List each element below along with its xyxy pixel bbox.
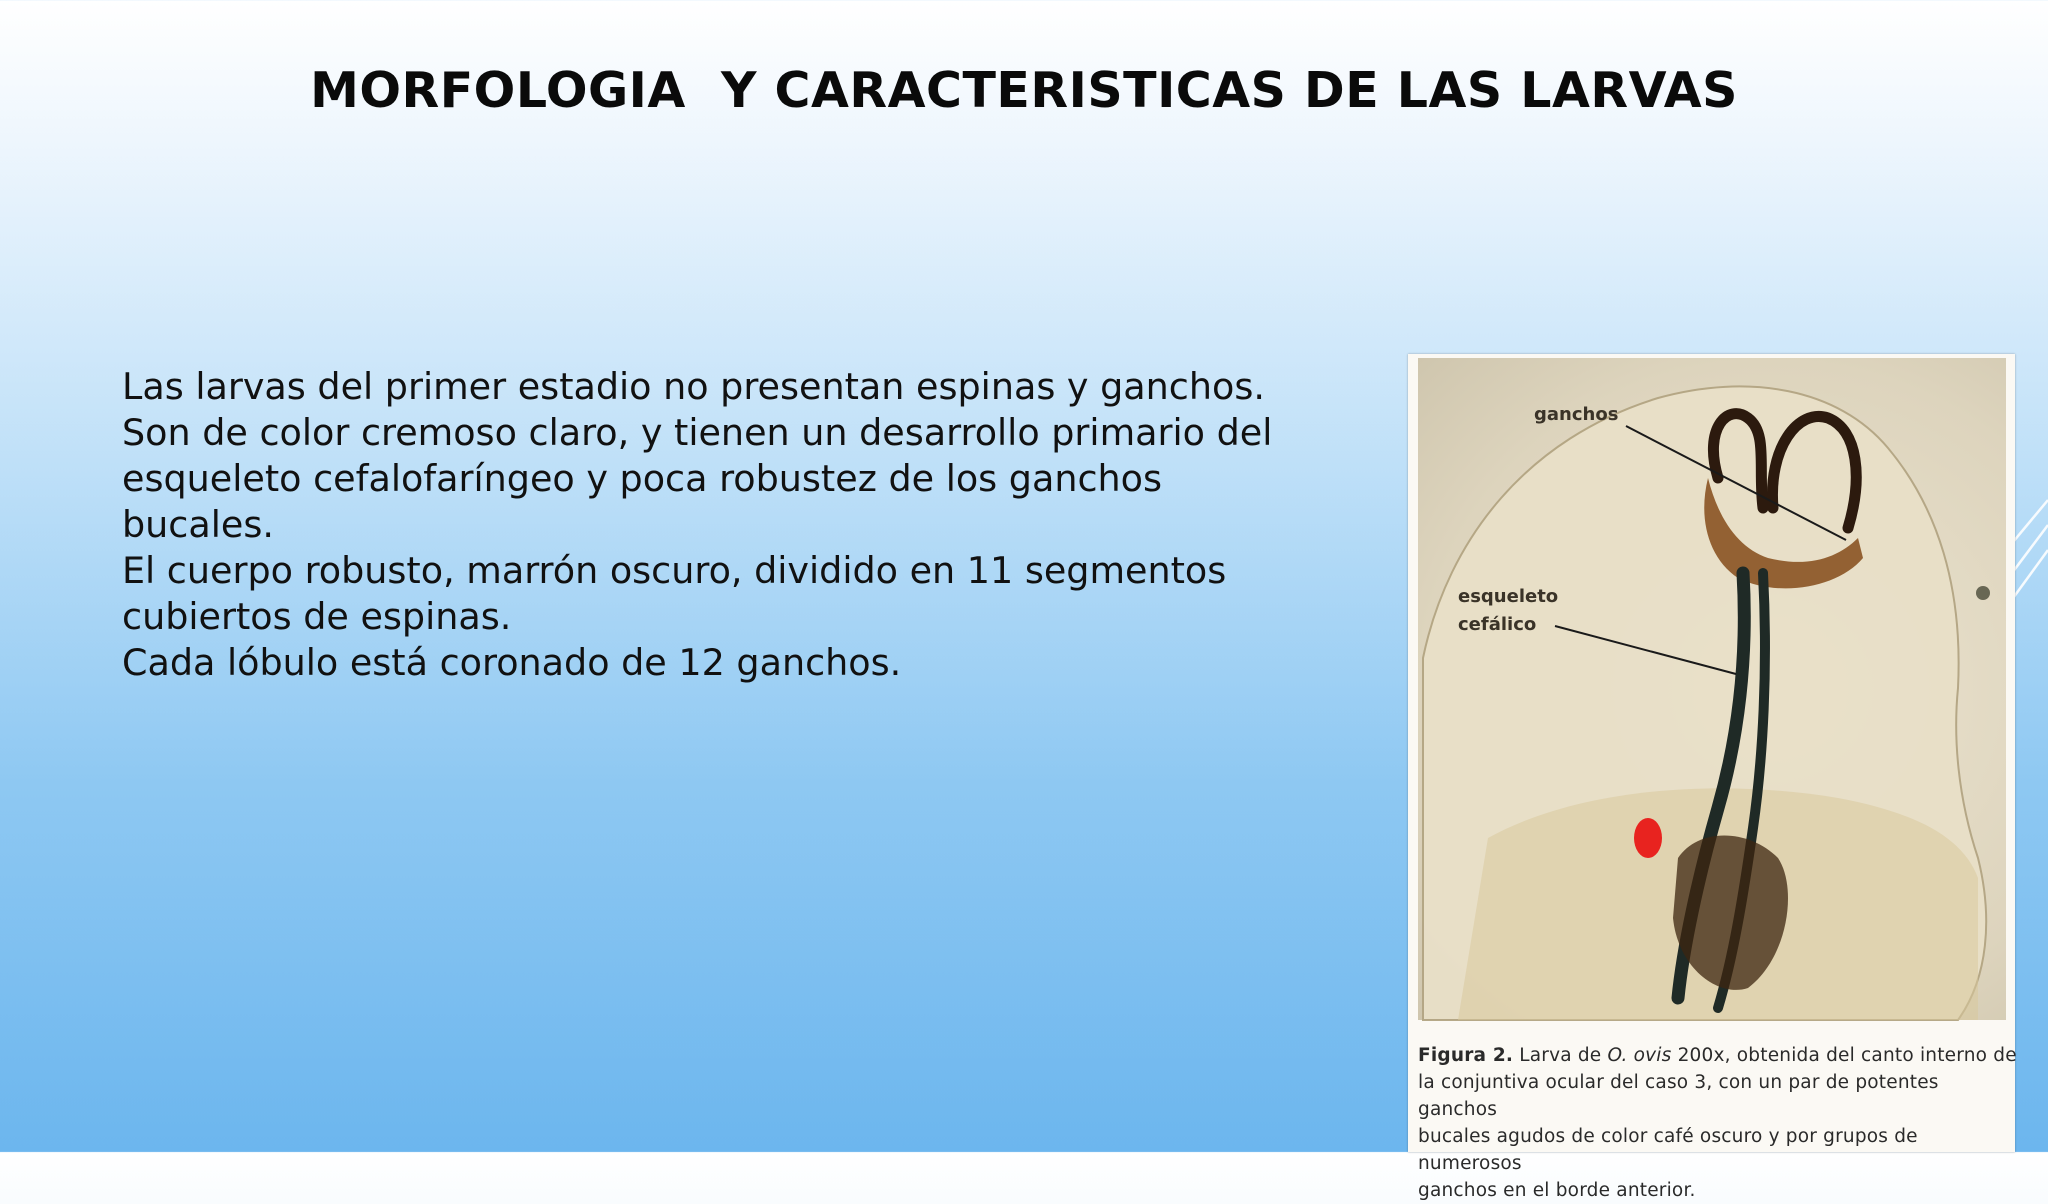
slide-title: MORFOLOGIA Y CARACTERISTICAS DE LAS LARVAS — [310, 62, 1738, 119]
slide-body-text — [122, 364, 1352, 686]
caption-line: la conjuntiva ocular del caso 3, con un par de potentes ganchos — [1418, 1072, 1939, 1120]
body-line: El cuerpo robusto, marrón oscuro, dividido en 11 segmentos — [122, 549, 1227, 592]
body-line: Son de color cremoso claro, y tienen un desarrollo primario del — [122, 411, 1273, 454]
larva-illustration — [1418, 358, 2006, 1020]
body-line: Cada lóbulo está coronado de 12 ganchos. — [122, 641, 902, 684]
caption-text: Larva de — [1513, 1045, 1608, 1066]
larva-micrograph — [1418, 358, 2006, 1020]
body-line: Las larvas del primer estadio no presentan espinas y ganchos. — [122, 365, 1265, 408]
label-cefalico: cefálico — [1458, 614, 1537, 635]
label-esqueleto: esqueleto — [1458, 586, 1559, 607]
caption-species: O. ovis — [1607, 1045, 1672, 1066]
body-line: bucales. — [122, 503, 274, 546]
label-ganchos: ganchos — [1534, 404, 1619, 425]
body-line: esqueleto cefalofaríngeo y poca robustez de los ganchos — [122, 457, 1163, 500]
body-line: cubiertos de espinas. — [122, 595, 512, 638]
caption-line: bucales agudos de color café oscuro y por grupos de numerosos — [1418, 1126, 1918, 1174]
caption-text: 200x, obtenida del canto interno de — [1671, 1045, 2017, 1066]
caption-line — [1418, 1042, 2018, 1069]
larva-figure — [1408, 354, 2017, 1201]
caption-line: ganchos en el borde anterior. — [1418, 1180, 1696, 1201]
figure-caption — [1418, 1042, 2018, 1204]
caption-figure-label: Figura 2. — [1418, 1045, 1514, 1066]
